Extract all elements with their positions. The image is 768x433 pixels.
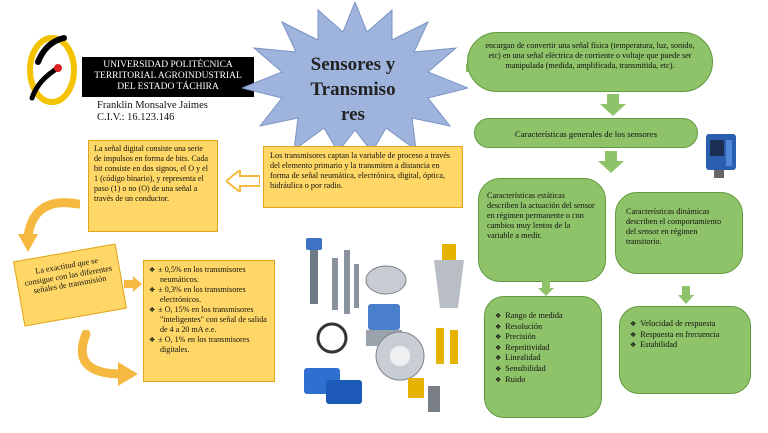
list-item: ❖ Sensibilidad	[495, 364, 591, 375]
static-characteristics: Características estáticas describen la actuación del sensor en régimen permanente o con cambios muy lentos de la variable a medir.	[478, 178, 606, 282]
arrow-down-icon	[598, 151, 624, 173]
dynamic-characteristics-list	[619, 306, 751, 394]
curved-arrow-icon	[16, 196, 80, 256]
transmitter-devices-image	[296, 238, 466, 416]
arrow-right-icon	[124, 276, 142, 292]
dynamic-characteristics: Características dinámicas describen el comportamiento del sensor en régimen transitorio.	[615, 192, 743, 274]
list-item: ❖ ± 0,5% en los transmisores neumáticos.	[149, 265, 269, 285]
static-characteristics-list	[484, 296, 602, 418]
list-item: ❖ Resolución	[495, 322, 591, 333]
list-item: ❖ Velocidad de respuesta	[630, 319, 740, 330]
arrow-down-icon	[538, 280, 554, 296]
university-logo-icon	[18, 28, 82, 110]
digital-signal-description: La señal digital consiste una serie de impulsos en forma de bits. Cada bit consiste en dos signos, el O y el 1 (código binario), y representa el paso (1) o no (O) de una señal a través de un conductor.	[88, 140, 218, 232]
author-civ: C.I.V.: 16.123.146	[97, 112, 175, 123]
list-item: ❖ ± O, 15% en los transmisores "inteligentes" con señal de salida de 4 a 20 mA e.e.	[149, 305, 269, 335]
sensor-device-image	[700, 130, 744, 178]
author-info	[97, 100, 208, 124]
list-item: ❖ ± O, 1% en los transmisores digitales.	[149, 335, 269, 355]
list-item: ❖ Estabilidad	[630, 340, 740, 351]
list-item: ❖ ± 0,3% en los transmisores electrónicos.	[149, 285, 269, 305]
arrow-down-icon	[678, 286, 694, 304]
university-name: UNIVERSIDAD POLITÉCNICA TERRITORIAL AGROINDUSTRIAL DEL ESTADO TÁCHIRA	[82, 57, 254, 97]
arrow-down-icon	[600, 94, 626, 116]
list-item: ❖ Repetitividad	[495, 343, 591, 354]
author-name: Franklin Monsalve Jaimes	[97, 100, 208, 111]
list-item: ❖ Linealidad	[495, 353, 591, 364]
general-characteristics: Características generales de los sensores	[474, 118, 698, 148]
transmitters-description: Los transmisores captan la variable de proceso a través del elemento primario y la transmiten a distancia en forma de señal neumática, electrónica, digital, óptica, hidráulica o por radio.	[263, 146, 463, 208]
arrow-left-icon	[226, 170, 260, 192]
page-title: Sensores y Transmiso res	[310, 54, 396, 125]
sensor-definition: encargan de convertir una señal física (temperatura, luz, sonido, etc) en una señal eléctrica de corriente o voltaje que puede ser manipulada (medida, amplificada, transmitida, etc).	[467, 32, 713, 92]
accuracy-percentages	[143, 260, 275, 382]
list-item: ❖ Rango de medida	[495, 311, 591, 322]
list-item: ❖ Ruido	[495, 375, 591, 386]
accuracy-box: La exactitud que se consigue con las diferentes señales de transmisión	[13, 243, 127, 326]
curved-arrow-icon	[66, 330, 138, 386]
list-item: ❖ Respuesta en frecuencia	[630, 330, 740, 341]
list-item: ❖ Precisión	[495, 332, 591, 343]
